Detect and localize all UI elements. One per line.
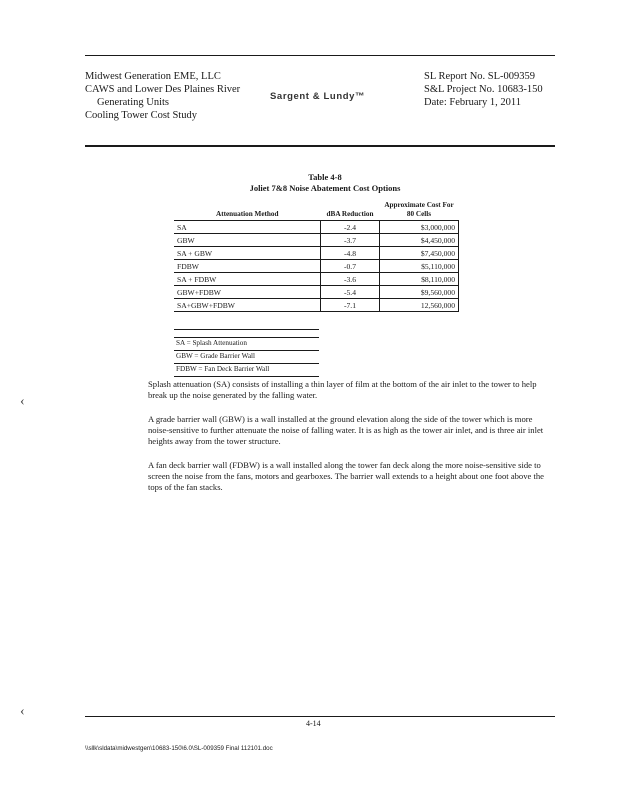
table-title: Joliet 7&8 Noise Abatement Cost Options [249, 183, 401, 193]
report-number: SL Report No. SL-009359 [424, 71, 536, 82]
table-row [174, 234, 459, 247]
cost-cell: $8,110,000 [380, 273, 459, 286]
method-cell: GBW [174, 234, 321, 247]
header-left [85, 70, 240, 122]
dba-cell: -3.7 [321, 234, 380, 247]
dba-cell: -0.7 [321, 260, 380, 273]
dba-cell: -3.6 [321, 273, 380, 286]
study-name: Cooling Tower Cost Study [85, 110, 197, 121]
paragraph-grade-barrier-wall: A grade barrier wall (GBW) is a wall installed at the ground elevation along the side of the tower which is more noise-sensitive to further attenuate the noise of falling water. It is as high as the tower air inlet, and is three air inlet heights away from the tower structure. [148, 414, 544, 446]
table-row [174, 299, 459, 312]
dba-cell: -5.4 [321, 286, 380, 299]
method-cell: SA+GBW+FDBW [174, 299, 321, 312]
dba-cell: -4.8 [321, 247, 380, 260]
company-logo [270, 91, 365, 102]
paragraph-splash-attenuation: Splash attenuation (SA) consists of installing a thin layer of film at the bottom of the air inlet to the tower to help break up the noise generated by the falling water. [148, 379, 537, 400]
header-top-rule [85, 55, 555, 56]
legend-gbw: GBW = Grade Barrier Wall [174, 351, 319, 364]
logo-text: Sargent & Lundy™ [270, 91, 366, 102]
dba-cell: -7.1 [321, 299, 380, 312]
table-row [174, 260, 459, 273]
header-bottom-rule [85, 145, 555, 147]
table-header-row [174, 200, 459, 221]
method-cell: SA + FDBW [174, 273, 321, 286]
cost-table [174, 200, 459, 312]
table-row [174, 221, 459, 234]
page-number: 4-14 [306, 719, 321, 728]
legend-sa: SA = Splash Attenuation [174, 338, 319, 351]
cost-cell: $4,450,000 [380, 234, 459, 247]
column-header-method: Attenuation Method [174, 200, 321, 221]
margin-mark-icon: ‹ [20, 704, 25, 719]
paragraph-fan-deck-barrier-wall: A fan deck barrier wall (FDBW) is a wall installed along the tower fan deck along the more noise-sensitive side to screen the noise from the fans, motors and gearboxes. The barrier wall extends to a height about one foot above the tops of the fan stacks. [148, 460, 544, 492]
table-row [174, 286, 459, 299]
footer-rule [85, 716, 555, 717]
column-header-cost: Approximate Cost For 80 Cells [380, 200, 459, 221]
file-path: \\sllk\sldata\midwestgen\10683-150\6.0\SL-009359 Final 112101.doc [85, 745, 273, 752]
cost-cell: 12,560,000 [380, 299, 459, 312]
cost-cell: $3,000,000 [380, 221, 459, 234]
report-date: Date: February 1, 2011 [424, 97, 522, 108]
method-cell: GBW+FDBW [174, 286, 321, 299]
table-number: Table 4-8 [308, 172, 342, 182]
client-name: Midwest Generation EME, LLC [85, 71, 221, 82]
legend-fdbw: FDBW = Fan Deck Barrier Wall [174, 364, 319, 377]
cost-cell: $9,560,000 [380, 286, 459, 299]
project-number: S&L Project No. 10683-150 [424, 84, 543, 95]
project-name-cont: Generating Units [97, 97, 170, 108]
table-row [174, 247, 459, 260]
cost-cell: $7,450,000 [380, 247, 459, 260]
dba-cell: -2.4 [321, 221, 380, 234]
legend-spacer [174, 329, 319, 338]
cost-cell: $5,110,000 [380, 260, 459, 273]
margin-mark-icon: ‹ [20, 394, 25, 409]
table-row [174, 273, 459, 286]
project-name: CAWS and Lower Des Plaines River [85, 84, 241, 95]
header-right [424, 70, 543, 109]
table-legend [174, 329, 319, 377]
column-header-dba: dBA Reduction [321, 200, 380, 221]
method-cell: SA + GBW [174, 247, 321, 260]
method-cell: FDBW [174, 260, 321, 273]
method-cell: SA [174, 221, 321, 234]
